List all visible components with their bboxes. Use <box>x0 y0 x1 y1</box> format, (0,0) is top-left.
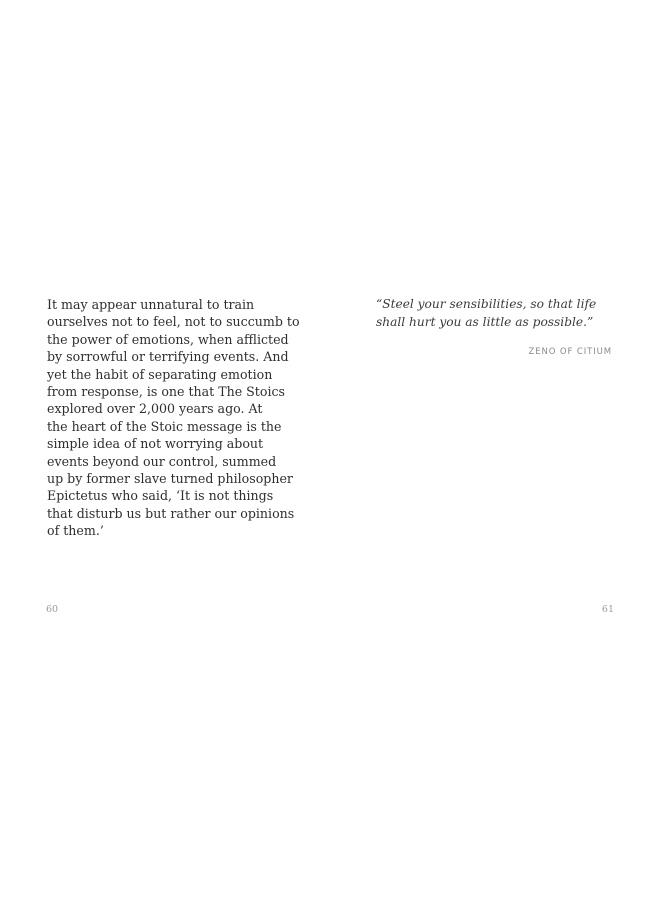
quote-line: shall hurt you as little as possible.” <box>376 315 594 329</box>
body-paragraph <box>47 296 300 540</box>
body-line: by sorrowful or terrifying events. And <box>47 349 289 365</box>
body-line: from response, is one that The Stoics <box>47 384 285 400</box>
page-number-left: 60 <box>46 604 59 615</box>
quote-attribution: ZENO OF CITIUM <box>528 347 612 357</box>
body-line: ourselves not to feel, not to succumb to <box>47 314 300 330</box>
body-line: the power of emotions, when afflicted <box>47 331 289 347</box>
body-line: of them.’ <box>47 523 104 539</box>
right-page <box>330 0 660 904</box>
body-line: events beyond our control, summed <box>47 453 277 469</box>
body-line: the heart of the Stoic message is the <box>47 418 282 434</box>
body-line: explored over 2,000 years ago. At <box>47 401 263 417</box>
body-line: simple idea of not worrying about <box>47 436 264 452</box>
quote-line: “Steel your sensibilities, so that life <box>376 297 597 311</box>
page-number-right: 61 <box>601 604 614 615</box>
body-line: that disturb us but rather our opinions <box>47 505 295 521</box>
body-line: up by former slave turned philosopher <box>47 471 293 487</box>
body-line: yet the habit of separating emotion <box>47 366 273 382</box>
body-line: Epictetus who said, ‘It is not things <box>47 488 274 504</box>
body-line: It may appear unnatural to train <box>47 297 255 312</box>
pull-quote <box>376 295 626 331</box>
